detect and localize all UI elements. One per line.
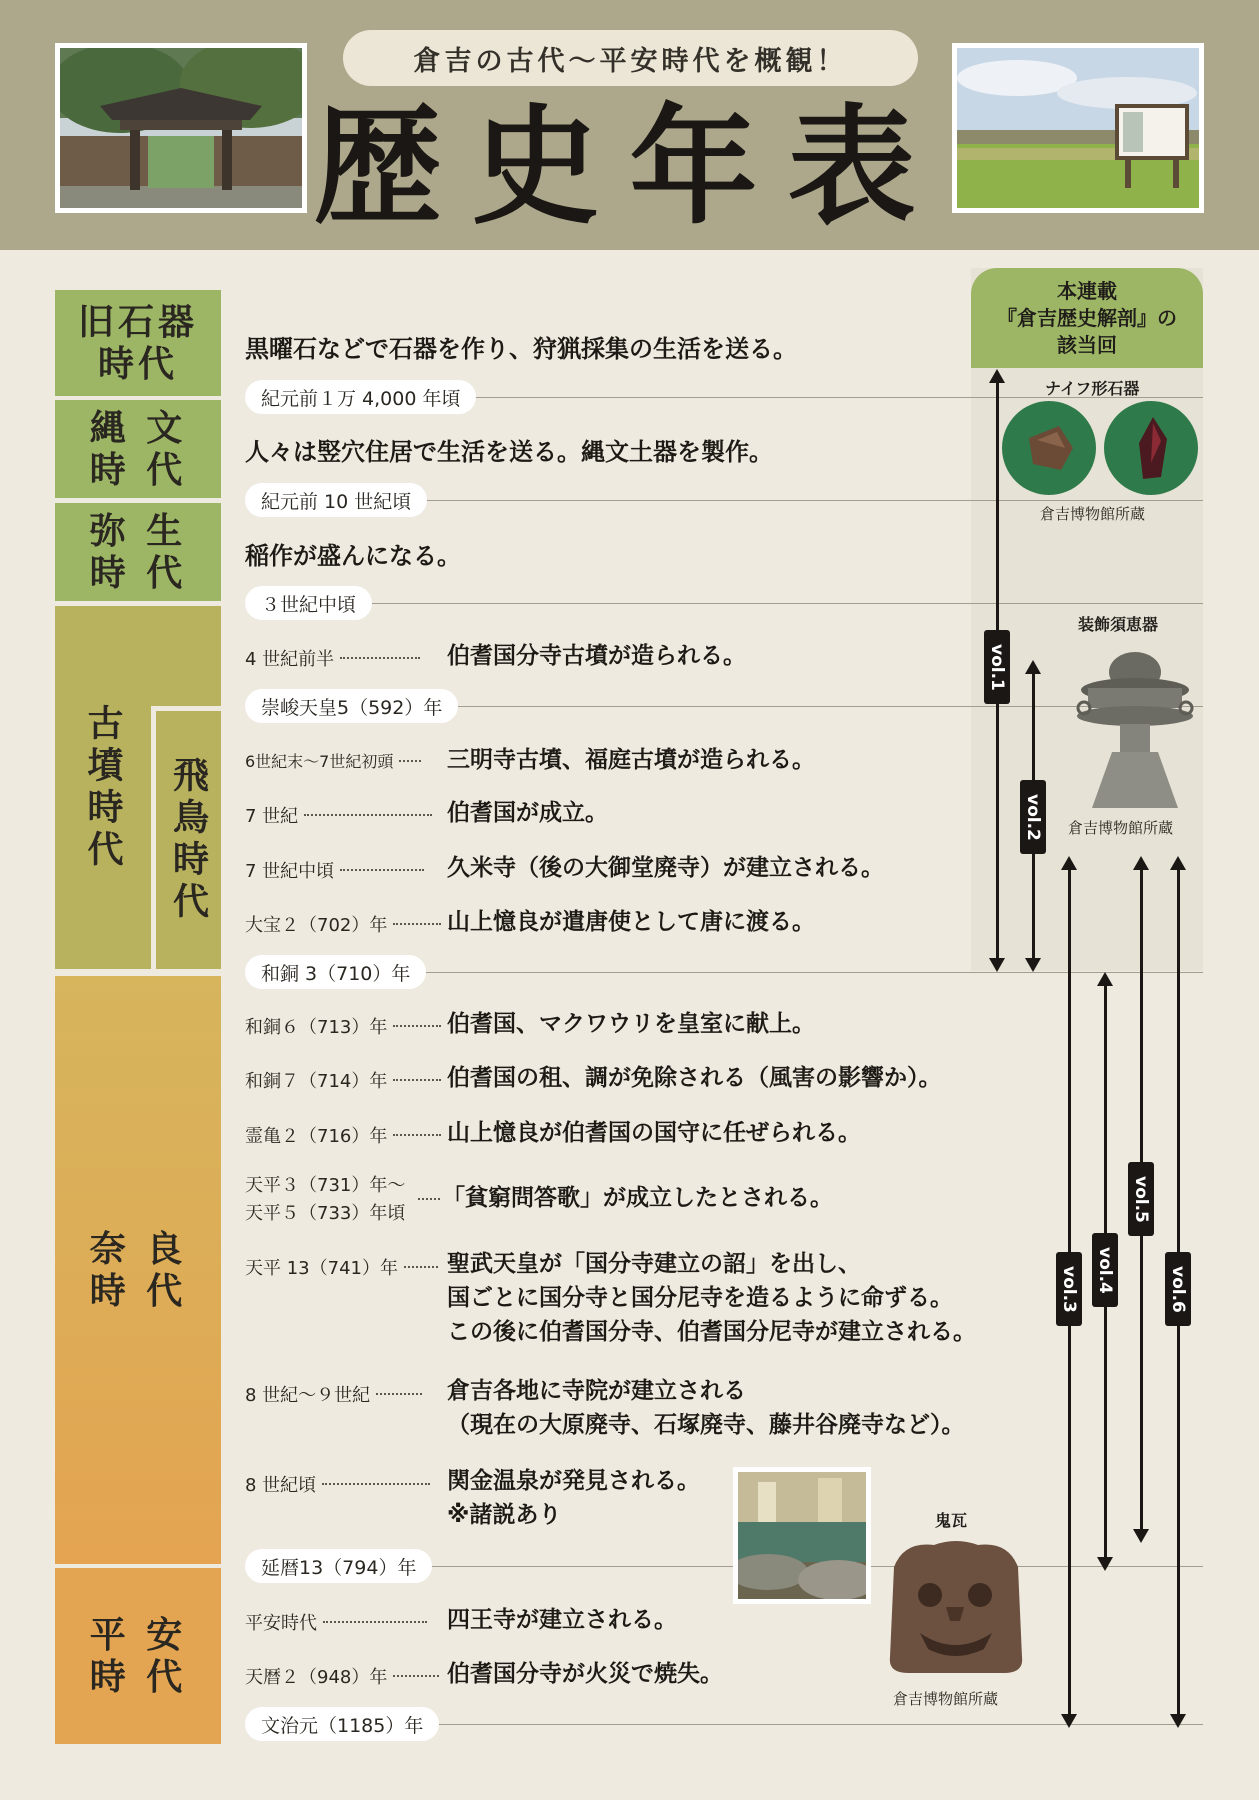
sue-pottery-caption: 装飾須恵器 — [1078, 615, 1159, 634]
dotted-leader — [418, 1198, 440, 1200]
event-text: 伯耆国の租、調が免除される（風害の影響か）。 — [447, 1065, 942, 1091]
event-text: 伯耆国分寺古墳が造られる。 — [447, 643, 746, 669]
era-kofun: 古墳時代 — [82, 703, 124, 872]
era-asuka: 飛鳥時代 — [167, 756, 210, 924]
arrow-head-down — [1097, 1557, 1113, 1571]
event-date: 大宝２（702）年 — [245, 911, 441, 937]
event-date: 4 世紀前半 — [245, 645, 420, 671]
event-text: 伯耆国分寺が火災で焼失。 — [447, 1661, 723, 1687]
page-title: 歴史年表 — [313, 92, 946, 242]
onigawara-caption: 鬼瓦 — [935, 1511, 968, 1530]
decorated-sue-pottery-photo — [1070, 632, 1200, 814]
vol1-tag: vol.1 — [984, 630, 1010, 704]
event-date: 6世紀末〜7世紀初頭 — [245, 749, 421, 772]
event-text: 山上憶良が遣唐使として唐に渡る。 — [447, 909, 815, 935]
arrow-head-down — [1061, 1714, 1077, 1728]
event-text: 伯耆国、マクワウリを皇室に献上。 — [447, 1011, 815, 1037]
knife-tool-caption: ナイフ形石器 — [1045, 379, 1140, 398]
era-nara: 奈 良 時 代 — [55, 976, 221, 1564]
event-text: 山上憶良が伯耆国の国守に任ぜられる。 — [447, 1120, 861, 1146]
event-yayoi: 稲作が盛んになる。 — [245, 542, 461, 570]
boundary-label: 文治元（1185）年 — [245, 1707, 439, 1741]
hot-spring-photo — [733, 1467, 871, 1604]
era-jomon: 縄 文 時 代 — [55, 400, 221, 498]
event-text: 聖武天皇が「国分寺建立の詔」を出し、 国ごとに国分寺と国分尼寺を造るように命ずる。 この後に伯耆国分寺、伯耆国分尼寺が建立される。 — [447, 1251, 976, 1345]
subtitle-pill: 倉吉の古代〜平安時代を概観！ — [343, 30, 918, 86]
boundary-label: ３世紀中頃 — [245, 586, 372, 620]
event-text: 伯耆国が成立。 — [447, 800, 608, 826]
arrow-head-down — [989, 958, 1005, 972]
boundary-line — [245, 603, 1203, 604]
arrow-head-down — [1025, 958, 1041, 972]
era-paleolithic: 旧石器 時代 — [55, 290, 221, 396]
era-yayoi: 弥 生 時 代 — [55, 503, 221, 601]
event-date: 7 世紀 — [245, 802, 432, 828]
onigawara-photo — [884, 1537, 1027, 1677]
event-text: 三明寺古墳、福庭古墳が造られる。 — [447, 747, 815, 773]
museum-credit: 倉吉博物館所蔵 — [893, 1690, 999, 1708]
event-text: 「貧窮問答歌」が成立したとされる。 — [442, 1185, 833, 1211]
boundary-label: 和銅 3（710）年 — [245, 955, 426, 989]
vol4-tag: vol.4 — [1092, 1233, 1118, 1307]
event-text: 久米寺（後の大御堂廃寺）が建立される。 — [447, 855, 884, 881]
vol2-tag: vol.2 — [1020, 780, 1046, 854]
event-date: 8 世紀頃 — [245, 1471, 430, 1497]
event-date: 霊亀２（716）年 — [245, 1122, 441, 1148]
event-date: 7 世紀中頃 — [245, 857, 424, 883]
event-text: 倉吉各地に寺院が建立される （現在の大原廃寺、石塚廃寺、藤井谷廃寺など）。 — [447, 1378, 965, 1438]
boundary-label: 紀元前 10 世紀頃 — [245, 483, 427, 517]
event-date: 8 世紀〜９世紀 — [245, 1381, 422, 1407]
stone-tool-photo — [1002, 401, 1096, 495]
event-text: 四王寺が建立される。 — [447, 1607, 677, 1633]
event-date: 和銅７（714）年 — [245, 1067, 441, 1093]
boundary-label: 紀元前１万 4,000 年頃 — [245, 380, 476, 414]
event-date: 天平 13（741）年 — [245, 1254, 438, 1280]
event-date: 和銅６（713）年 — [245, 1013, 441, 1039]
vol3-tag: vol.3 — [1056, 1252, 1082, 1326]
vol5-tag: vol.5 — [1128, 1162, 1154, 1236]
boundary-label: 崇峻天皇5（592）年 — [245, 689, 458, 723]
event-date: 平安時代 — [245, 1609, 427, 1635]
arrow-head-down — [1170, 1714, 1186, 1728]
vol6-tag: vol.6 — [1165, 1252, 1191, 1326]
event-text: 関金温泉が発見される。 ※諸説あり — [447, 1468, 700, 1528]
event-paleolithic: 黒曜石などで石器を作り、狩猟採集の生活を送る。 — [245, 335, 797, 363]
event-date: 天平３（731）年〜 天平５（733）年頃 — [245, 1175, 406, 1224]
obsidian-tool-photo — [1104, 401, 1198, 495]
arrow-head-down — [1133, 1529, 1149, 1543]
event-jomon: 人々は竪穴住居で生活を送る。縄文土器を製作。 — [245, 438, 773, 466]
vol-panel-heading: 本連載 『倉吉歴史解剖』の 該当回 — [971, 268, 1203, 368]
event-date: 天暦２（948）年 — [245, 1663, 439, 1689]
museum-credit: 倉吉博物館所蔵 — [1040, 505, 1146, 523]
museum-credit: 倉吉博物館所蔵 — [1068, 819, 1174, 837]
boundary-label: 延暦13（794）年 — [245, 1549, 432, 1583]
era-heian: 平 安 時 代 — [55, 1568, 221, 1744]
